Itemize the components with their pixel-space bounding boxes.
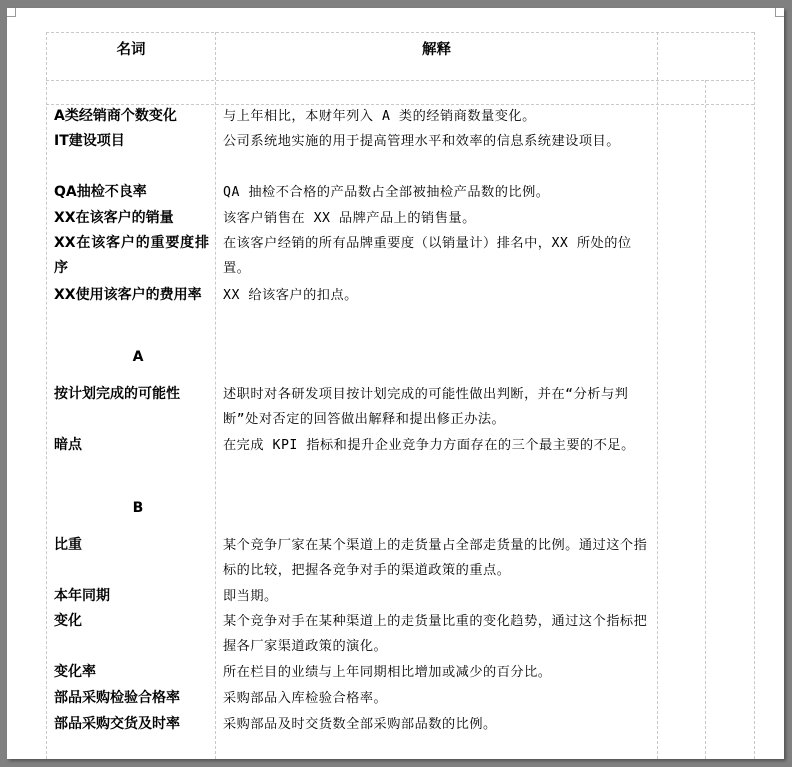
glossary-definition: 即当期。 xyxy=(223,589,278,604)
glossary-definition: 在该客户经销的所有品牌重要度（以销量计）排名中，XX 所处的位置。 xyxy=(223,236,632,276)
glossary-definition: QA 抽检不合格的产品数占全部被抽检产品数的比例。 xyxy=(223,185,550,200)
section-heading-b: B xyxy=(132,500,144,516)
page-corner-mark xyxy=(775,8,784,17)
column-header-term: 名词 xyxy=(116,42,146,58)
glossary-term: 按计划完成的可能性 xyxy=(54,386,180,402)
table-gridline xyxy=(46,80,754,81)
glossary-definition: 某个竞争厂家在某个渠道上的走货量占全部走货量的比例。通过这个指标的比较，把握各竞争对手的渠道政策的重点。 xyxy=(223,538,648,578)
glossary-term: 比重 xyxy=(54,537,82,553)
table-gridline xyxy=(46,32,47,759)
glossary-term: XX使用该客户的费用率 xyxy=(54,287,202,303)
glossary-term: 部品采购检验合格率 xyxy=(54,690,180,706)
glossary-definition: 与上年相比，本财年列入 A 类的经销商数量变化。 xyxy=(223,109,536,124)
glossary-definition: 述职时对各研发项目按计划完成的可能性做出判断，并在“分析与判断”处对否定的回答做出解释和提出修正办法。 xyxy=(223,387,629,427)
glossary-definition: 该客户销售在 XX 品牌产品上的销售量。 xyxy=(223,211,476,226)
table-gridline xyxy=(754,32,755,759)
table-gridline xyxy=(46,32,754,33)
glossary-term: 本年同期 xyxy=(54,588,110,604)
glossary-term: 暗点 xyxy=(54,437,82,453)
glossary-term: 变化 xyxy=(54,613,82,629)
glossary-term: A类经销商个数变化 xyxy=(54,108,177,124)
glossary-definition: 公司系统地实施的用于提高管理水平和效率的信息系统建设项目。 xyxy=(223,134,620,149)
glossary-term: QA抽检不良率 xyxy=(54,184,147,200)
glossary-definition: 所在栏目的业绩与上年同期相比增加或减少的百分比。 xyxy=(223,665,552,680)
glossary-term: XX在该客户的销量 xyxy=(54,210,174,226)
glossary-definition: 采购部品及时交货数全部采购部品数的比例。 xyxy=(223,717,497,732)
glossary-definition: 某个竞争对手在某种渠道上的走货量比重的变化趋势，通过这个指标把握各厂家渠道政策的演化。 xyxy=(223,614,648,654)
glossary-term: 部品采购交货及时率 xyxy=(54,716,180,732)
glossary-definition: 在完成 KPI 指标和提升企业竞争力方面存在的三个最主要的不足。 xyxy=(223,438,635,453)
table-gridline xyxy=(705,80,706,759)
glossary-term: IT建设项目 xyxy=(54,133,125,149)
page-corner-mark xyxy=(7,8,16,17)
glossary-term: XX在该客户的重要度排序 xyxy=(54,235,209,276)
glossary-definition: XX 给该客户的扣点。 xyxy=(223,288,358,303)
document-page xyxy=(7,8,784,759)
column-header-definition: 解释 xyxy=(422,42,451,58)
glossary-definition: 采购部品入库检验合格率。 xyxy=(223,691,388,706)
glossary-term: 变化率 xyxy=(54,664,96,680)
section-heading-a: A xyxy=(132,349,144,365)
